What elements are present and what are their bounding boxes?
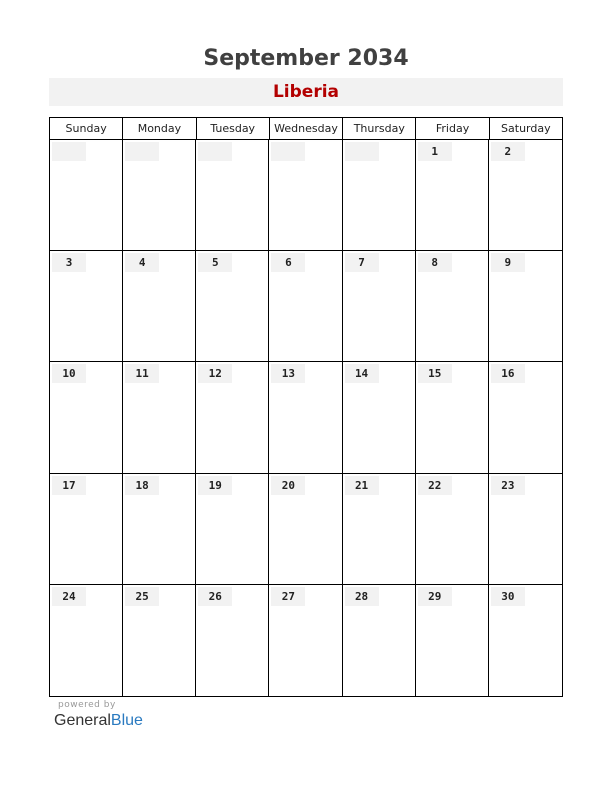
day-cell [50, 585, 123, 696]
day-cell [50, 362, 123, 473]
day-cell [123, 140, 196, 251]
weekday-friday: Friday [416, 118, 489, 139]
day-number: 19 [198, 476, 232, 495]
day-cell [489, 474, 562, 585]
day-cell [416, 585, 489, 696]
day-number: 18 [125, 476, 159, 495]
generalblue-logo[interactable] [54, 712, 143, 730]
day-number: 6 [271, 253, 305, 272]
day-number: 25 [125, 587, 159, 606]
day-number: 15 [418, 364, 452, 383]
weekday-thursday: Thursday [343, 118, 416, 139]
weekday-tuesday: Tuesday [197, 118, 270, 139]
weekday-monday: Monday [123, 118, 196, 139]
brand-general-text: General [54, 712, 111, 729]
day-number: 21 [345, 476, 379, 495]
day-number: 9 [491, 253, 525, 272]
day-number: 30 [491, 587, 525, 606]
day-number: 1 [418, 142, 452, 161]
day-number: 14 [345, 364, 379, 383]
day-cell [416, 140, 489, 251]
day-number: 20 [271, 476, 305, 495]
day-number: 3 [52, 253, 86, 272]
day-cell [416, 474, 489, 585]
day-number: 28 [345, 587, 379, 606]
day-cell [123, 474, 196, 585]
day-cell [343, 362, 416, 473]
day-cell [196, 140, 269, 251]
day-number: 24 [52, 587, 86, 606]
day-number [271, 142, 305, 161]
day-number: 16 [491, 364, 525, 383]
day-number: 13 [271, 364, 305, 383]
day-number: 17 [52, 476, 86, 495]
day-number: 10 [52, 364, 86, 383]
day-cell [269, 585, 342, 696]
day-cell [416, 251, 489, 362]
weekday-saturday: Saturday [501, 122, 551, 135]
day-number: 23 [491, 476, 525, 495]
day-number: 12 [198, 364, 232, 383]
day-cell [343, 474, 416, 585]
day-number [125, 142, 159, 161]
day-cell [50, 140, 123, 251]
day-number: 2 [491, 142, 525, 161]
day-cell [50, 474, 123, 585]
day-cell [269, 362, 342, 473]
day-grid [50, 140, 562, 696]
day-cell [196, 251, 269, 362]
calendar-grid [49, 117, 563, 697]
day-cell [489, 585, 562, 696]
day-cell [123, 251, 196, 362]
day-number [52, 142, 86, 161]
day-number [345, 142, 379, 161]
day-number: 22 [418, 476, 452, 495]
day-cell [196, 585, 269, 696]
brand-blue-text: Blue [110, 712, 143, 729]
day-cell [343, 585, 416, 696]
day-cell [343, 140, 416, 251]
weekday-sunday: Sunday [50, 118, 123, 139]
weekday-header [50, 118, 562, 140]
day-number: 4 [125, 253, 159, 272]
country-label: Liberia [49, 78, 563, 106]
powered-by-text: powered by [58, 700, 116, 710]
day-cell [269, 251, 342, 362]
day-number: 27 [271, 587, 305, 606]
day-cell [123, 585, 196, 696]
day-number: 5 [198, 253, 232, 272]
day-cell [196, 474, 269, 585]
day-cell [343, 251, 416, 362]
day-number: 7 [345, 253, 379, 272]
day-cell [269, 140, 342, 251]
calendar-title: September 2034 [203, 46, 409, 71]
day-cell [196, 362, 269, 473]
day-cell [489, 251, 562, 362]
day-cell [489, 362, 562, 473]
day-number: 8 [418, 253, 452, 272]
day-number: 29 [418, 587, 452, 606]
day-cell [269, 474, 342, 585]
day-number: 26 [198, 587, 232, 606]
day-cell [123, 362, 196, 473]
day-cell [416, 362, 489, 473]
day-number [198, 142, 232, 161]
weekday-wednesday: Wednesday [270, 118, 343, 139]
day-number: 11 [125, 364, 159, 383]
day-cell [489, 140, 562, 251]
day-cell [50, 251, 123, 362]
